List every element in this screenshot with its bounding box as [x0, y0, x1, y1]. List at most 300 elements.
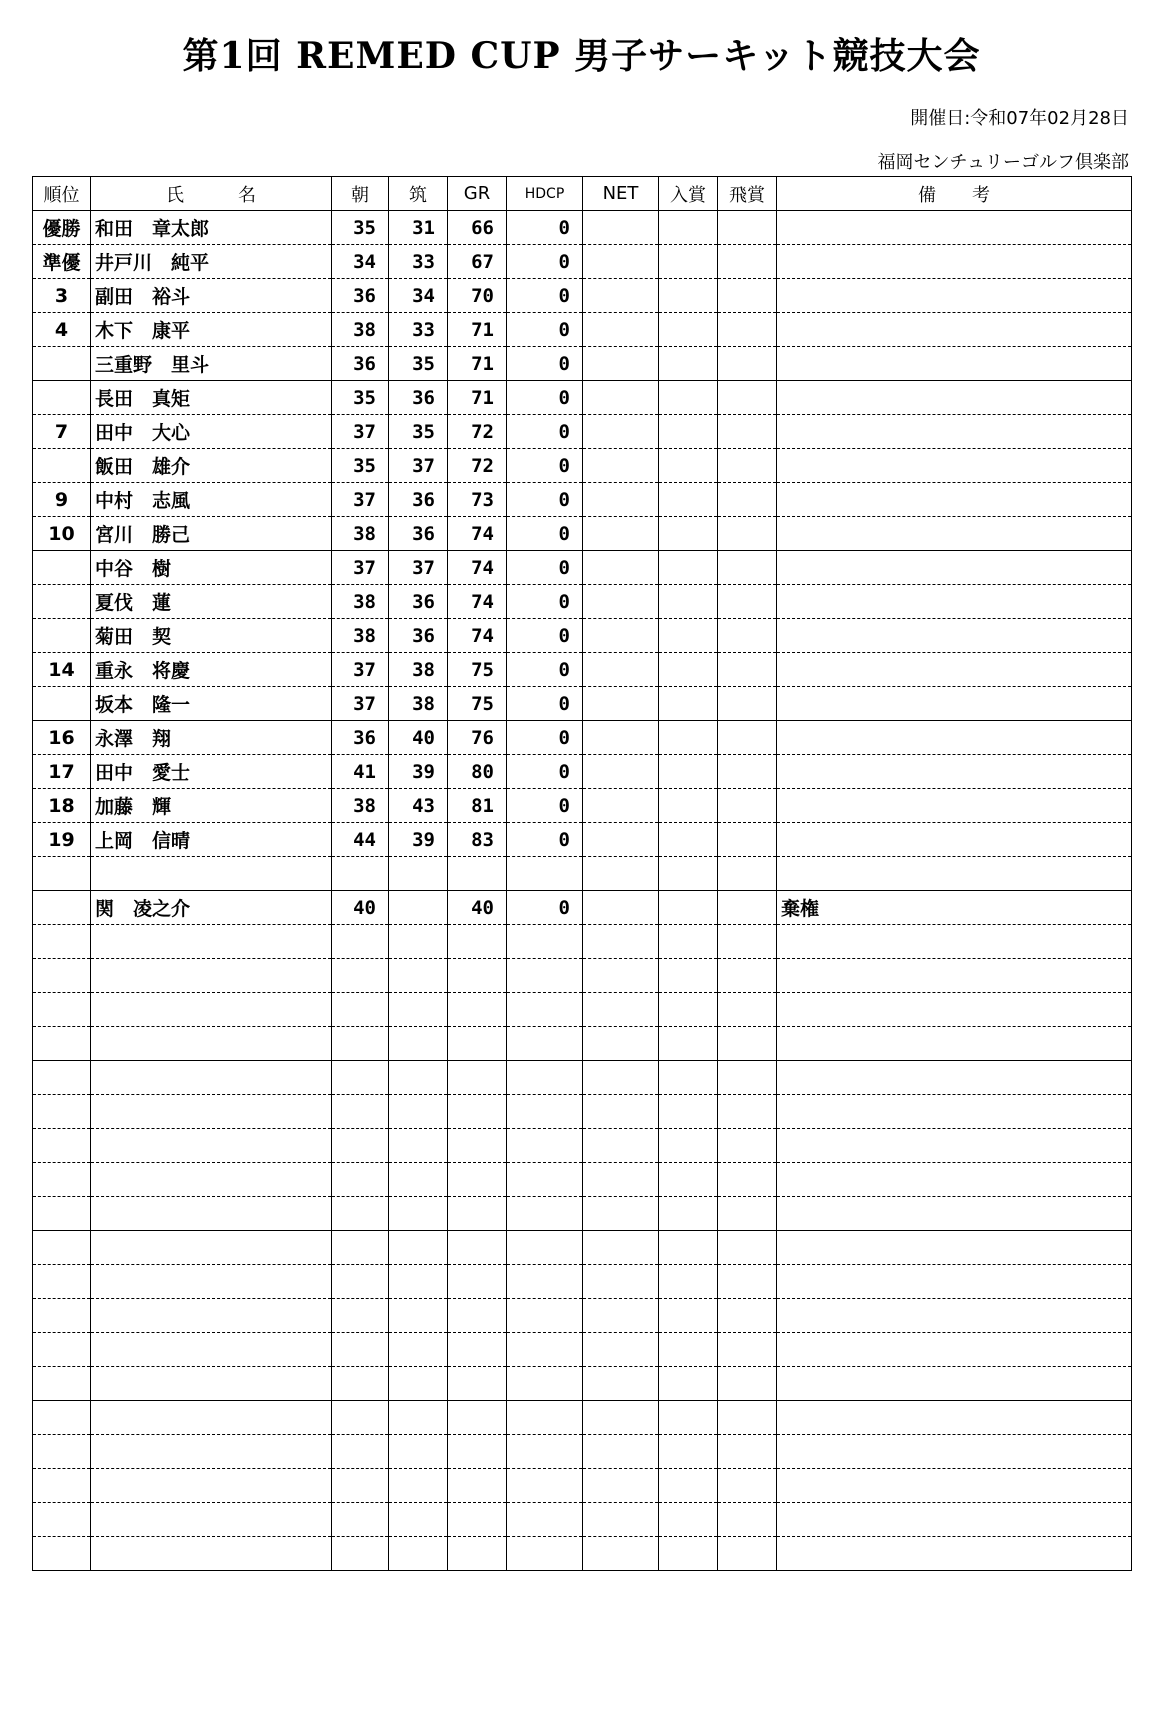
in-score-cell	[389, 1537, 448, 1571]
drive-prize-cell	[718, 1095, 777, 1129]
net-cell	[583, 1163, 659, 1197]
gross-score-cell	[448, 1503, 507, 1537]
table-row	[33, 517, 1132, 551]
header-in: 筑	[389, 177, 448, 211]
prize-cell	[659, 483, 718, 517]
gross-score-cell	[448, 925, 507, 959]
gross-score-cell: 74	[448, 551, 507, 585]
net-cell	[583, 993, 659, 1027]
out-score-cell	[332, 1197, 389, 1231]
remark-cell	[777, 1401, 1132, 1435]
gross-score-cell: 66	[448, 211, 507, 245]
gross-score-cell: 70	[448, 279, 507, 313]
remark-cell	[777, 245, 1132, 279]
out-score-cell	[332, 1333, 389, 1367]
gross-score-cell: 81	[448, 789, 507, 823]
hdcp-cell: 0	[507, 483, 583, 517]
results-table	[32, 176, 1132, 1571]
remark-cell	[777, 653, 1132, 687]
table-row	[33, 789, 1132, 823]
name-cell: 菊田 契	[91, 619, 332, 653]
hdcp-cell	[507, 1231, 583, 1265]
hdcp-cell	[507, 1197, 583, 1231]
remark-cell	[777, 721, 1132, 755]
out-score-cell: 37	[332, 687, 389, 721]
net-cell	[583, 789, 659, 823]
in-score-cell	[389, 959, 448, 993]
in-score-cell	[389, 1163, 448, 1197]
in-score-cell: 36	[389, 517, 448, 551]
header-remarks: 備 考	[777, 177, 1132, 211]
hdcp-cell	[507, 1537, 583, 1571]
name-cell	[91, 1469, 332, 1503]
name-cell	[91, 1333, 332, 1367]
out-score-cell	[332, 1129, 389, 1163]
drive-prize-cell	[718, 381, 777, 415]
header-out: 朝	[332, 177, 389, 211]
net-cell	[583, 279, 659, 313]
table-row	[33, 891, 1132, 925]
in-score-cell: 43	[389, 789, 448, 823]
results-body	[33, 211, 1132, 1571]
table-row	[33, 619, 1132, 653]
table-row	[33, 245, 1132, 279]
out-score-cell	[332, 1435, 389, 1469]
net-cell	[583, 1027, 659, 1061]
hdcp-cell	[507, 857, 583, 891]
table-row	[33, 449, 1132, 483]
prize-cell	[659, 1163, 718, 1197]
out-score-cell: 37	[332, 653, 389, 687]
gross-score-cell: 76	[448, 721, 507, 755]
drive-prize-cell	[718, 449, 777, 483]
rank-cell	[33, 1129, 91, 1163]
rank-cell	[33, 1163, 91, 1197]
net-cell	[583, 1333, 659, 1367]
name-cell	[91, 1537, 332, 1571]
header-row	[33, 177, 1132, 211]
name-cell: 加藤 輝	[91, 789, 332, 823]
gross-score-cell: 72	[448, 415, 507, 449]
in-score-cell	[389, 1503, 448, 1537]
name-cell	[91, 1435, 332, 1469]
rank-cell	[33, 891, 91, 925]
gross-score-cell	[448, 993, 507, 1027]
net-cell	[583, 551, 659, 585]
rank-cell	[33, 347, 91, 381]
gross-score-cell	[448, 1231, 507, 1265]
net-cell	[583, 1265, 659, 1299]
out-score-cell: 38	[332, 517, 389, 551]
net-cell	[583, 211, 659, 245]
drive-prize-cell	[718, 789, 777, 823]
out-score-cell	[332, 1367, 389, 1401]
hdcp-cell	[507, 1129, 583, 1163]
hdcp-cell	[507, 1265, 583, 1299]
rank-cell: 4	[33, 313, 91, 347]
table-row	[33, 1265, 1132, 1299]
gross-score-cell: 40	[448, 891, 507, 925]
rank-cell	[33, 1333, 91, 1367]
remark-cell	[777, 1435, 1132, 1469]
name-cell: 宮川 勝己	[91, 517, 332, 551]
drive-prize-cell	[718, 245, 777, 279]
rank-cell	[33, 1061, 91, 1095]
rank-cell	[33, 1537, 91, 1571]
drive-prize-cell	[718, 755, 777, 789]
remark-cell	[777, 585, 1132, 619]
hdcp-cell	[507, 993, 583, 1027]
drive-prize-cell	[718, 347, 777, 381]
drive-prize-cell	[718, 857, 777, 891]
table-row	[33, 1299, 1132, 1333]
remark-cell	[777, 1537, 1132, 1571]
rank-cell: 優勝	[33, 211, 91, 245]
hdcp-cell: 0	[507, 789, 583, 823]
gross-score-cell: 74	[448, 517, 507, 551]
table-row	[33, 381, 1132, 415]
drive-prize-cell	[718, 1435, 777, 1469]
in-score-cell: 33	[389, 245, 448, 279]
table-row	[33, 857, 1132, 891]
prize-cell	[659, 1537, 718, 1571]
gross-score-cell	[448, 1197, 507, 1231]
drive-prize-cell	[718, 1265, 777, 1299]
prize-cell	[659, 721, 718, 755]
gross-score-cell	[448, 1027, 507, 1061]
gross-score-cell	[448, 1401, 507, 1435]
out-score-cell: 38	[332, 313, 389, 347]
drive-prize-cell	[718, 1197, 777, 1231]
drive-prize-cell	[718, 619, 777, 653]
rank-cell	[33, 857, 91, 891]
gross-score-cell: 74	[448, 619, 507, 653]
hdcp-cell: 0	[507, 823, 583, 857]
out-score-cell	[332, 925, 389, 959]
table-row	[33, 1435, 1132, 1469]
in-score-cell	[389, 993, 448, 1027]
prize-cell	[659, 245, 718, 279]
net-cell	[583, 1061, 659, 1095]
hdcp-cell	[507, 1469, 583, 1503]
hdcp-cell: 0	[507, 551, 583, 585]
out-score-cell: 37	[332, 551, 389, 585]
hdcp-cell: 0	[507, 347, 583, 381]
remark-cell	[777, 1095, 1132, 1129]
remark-cell	[777, 1265, 1132, 1299]
out-score-cell	[332, 1537, 389, 1571]
remark-cell	[777, 823, 1132, 857]
name-cell	[91, 959, 332, 993]
prize-cell	[659, 993, 718, 1027]
table-row	[33, 483, 1132, 517]
net-cell	[583, 1435, 659, 1469]
in-score-cell: 36	[389, 585, 448, 619]
in-score-cell: 34	[389, 279, 448, 313]
in-score-cell: 33	[389, 313, 448, 347]
document-title: 第1回 REMED CUP 男子サーキット競技大会	[182, 35, 981, 77]
net-cell	[583, 449, 659, 483]
name-cell: 中谷 樹	[91, 551, 332, 585]
rank-cell	[33, 585, 91, 619]
table-row	[33, 721, 1132, 755]
name-cell: 夏伐 蓮	[91, 585, 332, 619]
gross-score-cell	[448, 1367, 507, 1401]
hdcp-cell: 0	[507, 619, 583, 653]
net-cell	[583, 1197, 659, 1231]
header-gross: GR	[448, 177, 507, 211]
in-score-cell	[389, 891, 448, 925]
table-row	[33, 1367, 1132, 1401]
out-score-cell: 35	[332, 211, 389, 245]
prize-cell	[659, 1299, 718, 1333]
remark-cell	[777, 483, 1132, 517]
prize-cell	[659, 517, 718, 551]
gross-score-cell	[448, 959, 507, 993]
table-row	[33, 1333, 1132, 1367]
in-score-cell: 40	[389, 721, 448, 755]
drive-prize-cell	[718, 959, 777, 993]
net-cell	[583, 1537, 659, 1571]
in-score-cell: 38	[389, 653, 448, 687]
out-score-cell	[332, 1469, 389, 1503]
rank-cell	[33, 993, 91, 1027]
name-cell: 和田 章太郎	[91, 211, 332, 245]
remark-cell	[777, 619, 1132, 653]
remark-cell	[777, 517, 1132, 551]
name-cell: 三重野 里斗	[91, 347, 332, 381]
rank-cell	[33, 1299, 91, 1333]
prize-cell	[659, 449, 718, 483]
table-row	[33, 347, 1132, 381]
out-score-cell	[332, 857, 389, 891]
drive-prize-cell	[718, 483, 777, 517]
rank-cell: 7	[33, 415, 91, 449]
in-score-cell	[389, 1129, 448, 1163]
header-rank: 順位	[33, 177, 91, 211]
drive-prize-cell	[718, 721, 777, 755]
table-row	[33, 1537, 1132, 1571]
name-cell: 中村 志風	[91, 483, 332, 517]
name-cell: 長田 真矩	[91, 381, 332, 415]
prize-cell	[659, 585, 718, 619]
prize-cell	[659, 347, 718, 381]
table-row	[33, 1197, 1132, 1231]
name-cell	[91, 1129, 332, 1163]
drive-prize-cell	[718, 585, 777, 619]
header-prize: 入賞	[659, 177, 718, 211]
name-cell	[91, 1231, 332, 1265]
name-cell: 坂本 隆一	[91, 687, 332, 721]
drive-prize-cell	[718, 279, 777, 313]
net-cell	[583, 585, 659, 619]
hdcp-cell: 0	[507, 381, 583, 415]
drive-prize-cell	[718, 1027, 777, 1061]
drive-prize-cell	[718, 823, 777, 857]
prize-cell	[659, 1061, 718, 1095]
out-score-cell: 44	[332, 823, 389, 857]
out-score-cell	[332, 959, 389, 993]
hdcp-cell	[507, 1061, 583, 1095]
event-date: 開催日:令和07年02月28日	[910, 108, 1129, 129]
net-cell	[583, 1503, 659, 1537]
remark-cell	[777, 1469, 1132, 1503]
name-cell	[91, 1299, 332, 1333]
drive-prize-cell	[718, 1469, 777, 1503]
in-score-cell	[389, 1469, 448, 1503]
net-cell	[583, 891, 659, 925]
table-row	[33, 1027, 1132, 1061]
in-score-cell	[389, 1367, 448, 1401]
drive-prize-cell	[718, 313, 777, 347]
table-row	[33, 925, 1132, 959]
name-cell	[91, 1163, 332, 1197]
name-cell: 井戸川 純平	[91, 245, 332, 279]
table-row	[33, 1061, 1132, 1095]
table-row	[33, 551, 1132, 585]
rank-cell: 14	[33, 653, 91, 687]
in-score-cell	[389, 1027, 448, 1061]
out-score-cell	[332, 1299, 389, 1333]
gross-score-cell: 83	[448, 823, 507, 857]
drive-prize-cell	[718, 415, 777, 449]
hdcp-cell	[507, 1163, 583, 1197]
drive-prize-cell	[718, 1299, 777, 1333]
net-cell	[583, 1367, 659, 1401]
hdcp-cell: 0	[507, 721, 583, 755]
hdcp-cell: 0	[507, 415, 583, 449]
gross-score-cell: 73	[448, 483, 507, 517]
organizer-name: 福岡センチュリーゴルフ倶楽部	[877, 152, 1129, 173]
gross-score-cell	[448, 1163, 507, 1197]
rank-cell	[33, 1265, 91, 1299]
hdcp-cell	[507, 1401, 583, 1435]
net-cell	[583, 381, 659, 415]
drive-prize-cell	[718, 1333, 777, 1367]
table-row	[33, 585, 1132, 619]
hdcp-cell: 0	[507, 891, 583, 925]
hdcp-cell	[507, 959, 583, 993]
prize-cell	[659, 1197, 718, 1231]
table-row	[33, 1469, 1132, 1503]
remark-cell	[777, 857, 1132, 891]
net-cell	[583, 1231, 659, 1265]
drive-prize-cell	[718, 1401, 777, 1435]
in-score-cell	[389, 1231, 448, 1265]
out-score-cell: 36	[332, 347, 389, 381]
remark-cell: 棄権	[777, 891, 1132, 925]
in-score-cell	[389, 1435, 448, 1469]
table-row	[33, 1129, 1132, 1163]
prize-cell	[659, 1367, 718, 1401]
hdcp-cell: 0	[507, 517, 583, 551]
hdcp-cell: 0	[507, 279, 583, 313]
rank-cell	[33, 1401, 91, 1435]
remark-cell	[777, 1367, 1132, 1401]
remark-cell	[777, 755, 1132, 789]
hdcp-cell	[507, 1333, 583, 1367]
name-cell	[91, 1095, 332, 1129]
table-row	[33, 687, 1132, 721]
prize-cell	[659, 313, 718, 347]
net-cell	[583, 619, 659, 653]
drive-prize-cell	[718, 1367, 777, 1401]
out-score-cell: 38	[332, 789, 389, 823]
name-cell: 飯田 雄介	[91, 449, 332, 483]
remark-cell	[777, 415, 1132, 449]
prize-cell	[659, 1231, 718, 1265]
net-cell	[583, 313, 659, 347]
net-cell	[583, 687, 659, 721]
remark-cell	[777, 1503, 1132, 1537]
out-score-cell	[332, 1231, 389, 1265]
remark-cell	[777, 1197, 1132, 1231]
gross-score-cell: 67	[448, 245, 507, 279]
out-score-cell: 36	[332, 721, 389, 755]
in-score-cell	[389, 925, 448, 959]
rank-cell	[33, 449, 91, 483]
in-score-cell: 36	[389, 619, 448, 653]
header-hdcp: HDCP	[507, 177, 583, 211]
gross-score-cell	[448, 1537, 507, 1571]
remark-cell	[777, 1027, 1132, 1061]
drive-prize-cell	[718, 517, 777, 551]
hdcp-cell	[507, 1435, 583, 1469]
name-cell	[91, 1265, 332, 1299]
in-score-cell	[389, 1333, 448, 1367]
hdcp-cell	[507, 1027, 583, 1061]
table-row	[33, 823, 1132, 857]
name-cell	[91, 1197, 332, 1231]
name-cell: 副田 裕斗	[91, 279, 332, 313]
out-score-cell	[332, 1265, 389, 1299]
name-cell	[91, 1061, 332, 1095]
remark-cell	[777, 1129, 1132, 1163]
net-cell	[583, 857, 659, 891]
hdcp-cell	[507, 1095, 583, 1129]
hdcp-cell	[507, 1299, 583, 1333]
remark-cell	[777, 1299, 1132, 1333]
in-score-cell: 31	[389, 211, 448, 245]
in-score-cell: 36	[389, 483, 448, 517]
in-score-cell	[389, 1061, 448, 1095]
net-cell	[583, 347, 659, 381]
out-score-cell: 37	[332, 415, 389, 449]
prize-cell	[659, 925, 718, 959]
rank-cell: 9	[33, 483, 91, 517]
remark-cell	[777, 1061, 1132, 1095]
rank-cell: 18	[33, 789, 91, 823]
drive-prize-cell	[718, 891, 777, 925]
name-cell: 田中 愛士	[91, 755, 332, 789]
rank-cell	[33, 1231, 91, 1265]
name-cell	[91, 857, 332, 891]
prize-cell	[659, 415, 718, 449]
drive-prize-cell	[718, 925, 777, 959]
gross-score-cell	[448, 1061, 507, 1095]
in-score-cell: 37	[389, 449, 448, 483]
remark-cell	[777, 687, 1132, 721]
gross-score-cell	[448, 1333, 507, 1367]
name-cell	[91, 925, 332, 959]
net-cell	[583, 755, 659, 789]
remark-cell	[777, 1163, 1132, 1197]
rank-cell	[33, 1027, 91, 1061]
remark-cell	[777, 959, 1132, 993]
name-cell	[91, 993, 332, 1027]
rank-cell: 16	[33, 721, 91, 755]
prize-cell	[659, 1503, 718, 1537]
